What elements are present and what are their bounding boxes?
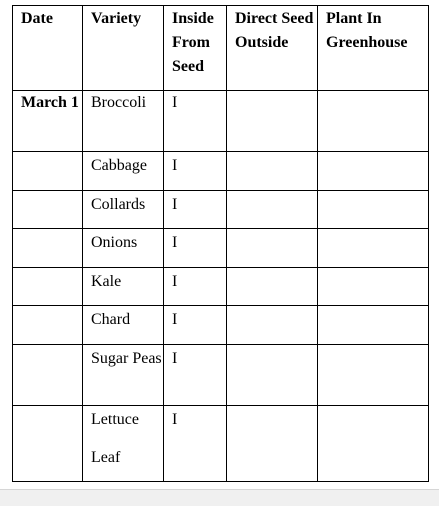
variety-cell: Broccoli	[83, 91, 164, 152]
date-cell: March 1	[13, 91, 83, 152]
planting-schedule-table	[12, 5, 429, 482]
direct-cell	[227, 191, 318, 229]
table-row	[13, 268, 429, 306]
table-row	[13, 306, 429, 345]
greenhouse-cell	[318, 345, 429, 406]
date-cell	[13, 345, 83, 406]
table-row	[13, 191, 429, 229]
header-date: Date	[13, 6, 83, 91]
inside-cell: I	[164, 229, 227, 268]
direct-cell	[227, 306, 318, 345]
header-plant-in-greenhouse: Plant In Greenhouse	[318, 6, 429, 91]
inside-cell: I	[164, 306, 227, 345]
table-row	[13, 345, 429, 406]
horizontal-scrollbar[interactable]	[0, 489, 439, 506]
table-row	[13, 229, 429, 268]
variety-cell: Chard	[83, 306, 164, 345]
greenhouse-cell	[318, 268, 429, 306]
inside-cell: I	[164, 91, 227, 152]
date-cell	[13, 268, 83, 306]
table-header-row	[13, 6, 429, 91]
direct-cell	[227, 91, 318, 152]
inside-cell: I	[164, 191, 227, 229]
date-cell	[13, 229, 83, 268]
variety-line: Leaf	[91, 449, 121, 466]
table-row	[13, 406, 429, 482]
direct-cell	[227, 268, 318, 306]
direct-cell	[227, 229, 318, 268]
variety-cell: Sugar Peas	[83, 345, 164, 406]
date-cell	[13, 191, 83, 229]
inside-cell: I	[164, 152, 227, 191]
greenhouse-cell	[318, 306, 429, 345]
date-cell	[13, 306, 83, 345]
variety-cell: Onions	[83, 229, 164, 268]
greenhouse-cell	[318, 229, 429, 268]
date-cell	[13, 152, 83, 191]
greenhouse-cell	[318, 191, 429, 229]
table-row	[13, 152, 429, 191]
direct-cell	[227, 406, 318, 482]
variety-cell: Collards	[83, 191, 164, 229]
greenhouse-cell	[318, 152, 429, 191]
table-row	[13, 91, 429, 152]
variety-cell: Kale	[83, 268, 164, 306]
header-variety: Variety	[83, 6, 164, 91]
header-inside-from-seed: Inside From Seed	[164, 6, 227, 91]
inside-cell: I	[164, 406, 227, 482]
inside-cell: I	[164, 345, 227, 406]
inside-cell: I	[164, 268, 227, 306]
variety-line: Lettuce	[91, 411, 139, 428]
variety-cell	[83, 406, 164, 482]
greenhouse-cell	[318, 406, 429, 482]
greenhouse-cell	[318, 91, 429, 152]
variety-cell: Cabbage	[83, 152, 164, 191]
header-direct-seed-outside: Direct Seed Outside	[227, 6, 318, 91]
date-cell	[13, 406, 83, 482]
direct-cell	[227, 345, 318, 406]
direct-cell	[227, 152, 318, 191]
